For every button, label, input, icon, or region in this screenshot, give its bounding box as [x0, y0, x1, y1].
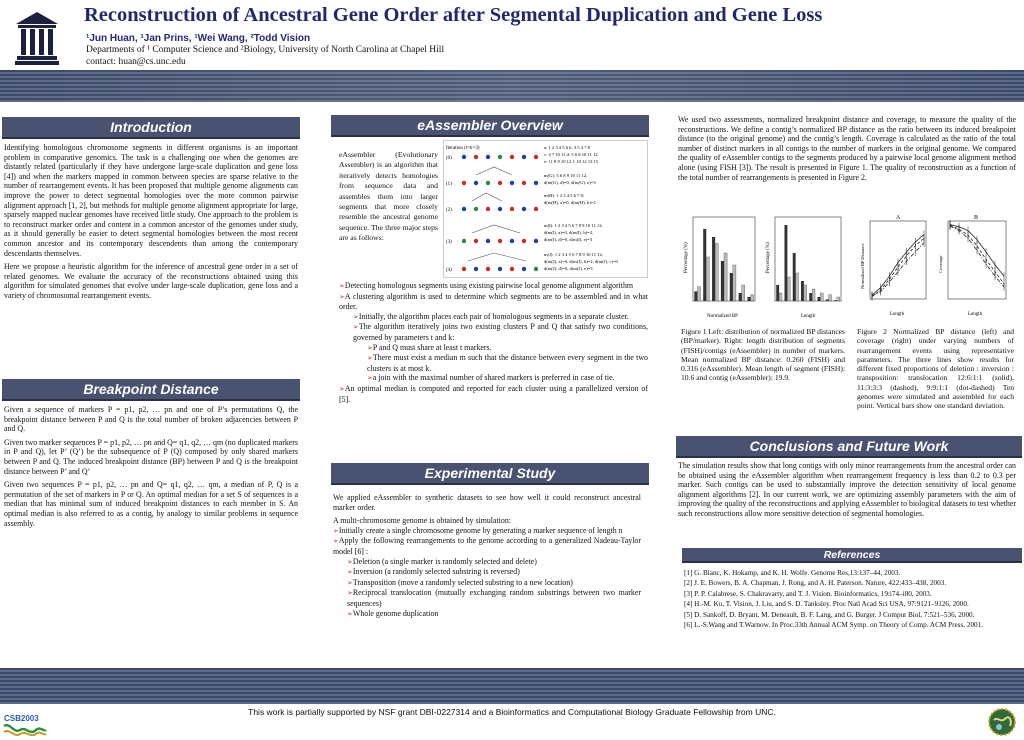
bullet-arrow-icon: ➢ [367, 343, 373, 352]
reference-item: [2] J. E. Bowers, B. A. Chapman, J. Rong, and A. H. Paterson. Nature, 422:433–438, 2003. [684, 579, 947, 588]
bullet-text: Reciprocal translocation (mutually exchanging random substrings between two marker sequences) [347, 588, 641, 608]
reference-item: [3] P. P. Calabrese, S. Chakravarty, and T. J. Vision. Bioinformatics, 19:i74–i80, 2003. [684, 589, 932, 598]
bullet-arrow-icon: ➢ [367, 374, 373, 383]
bullet-arrow-icon: ➢ [367, 354, 373, 363]
bullet-text: A clustering algorithm is used to determine which segments are to be assembled and in what order. [339, 291, 648, 312]
marker-dot [498, 267, 502, 271]
histogram-bar-fish [730, 273, 733, 301]
iteration-step-label: (4) [446, 268, 452, 273]
bullet-arrow-icon: ➢ [333, 537, 339, 546]
iteration-figure [443, 140, 648, 278]
header-band-shine [0, 70, 1024, 102]
histogram-bar-eassembler [837, 297, 840, 301]
figure-1-xlabel-right: Length [801, 314, 816, 319]
bullet-arrow-icon: ➢ [353, 312, 359, 321]
marker-dot [486, 155, 490, 159]
reference-item: [6] L.-S.Wang and T.Warnow. In Proc.33th Annual ACM Symp. on Theory of Comp. ACM Press, 2001. [684, 621, 984, 630]
bullet-arrow-icon: ➢ [347, 568, 353, 577]
contact-email: contact: huan@cs.unc.edu [86, 57, 186, 67]
experimental-text [333, 493, 641, 619]
iteration-figure-title: Iteration (t=k=3) [446, 146, 480, 151]
histogram-bar-eassembler [829, 295, 832, 301]
marker-dot [486, 181, 490, 185]
plot-frame [948, 221, 1006, 299]
marker-dot [498, 207, 502, 211]
reference-item: [1] G. Blanc, K. Hokamp, and K. H. Wolfe. Genome Res,13:137–44, 2003. [684, 569, 901, 577]
bullet-arrow-icon: ➢ [339, 282, 345, 290]
iteration-step-label: (3) [446, 240, 452, 245]
marker-dot [486, 207, 490, 211]
breakpoint-paragraph: Given two marker sequences P = p1, p2, … pn and Q= q1, q2, … qm (no duplicated markers in P and Q), let P’ (Q’) be the subsequence of P (Q) composed by only shared markers between P and Q. The induced breakpoint distance (BP) between P and Q is the breakpoint distance between P’ and Q’ [4, 437, 298, 476]
bullet-item [339, 384, 648, 404]
bullet-item [333, 557, 641, 568]
bullet-arrow-icon: ➢ [347, 578, 353, 587]
histogram-bar-eassembler [715, 243, 718, 301]
bullet-arrow-icon: ➢ [347, 589, 353, 598]
figure-1-ylabel-right: Percentage (%) [766, 242, 771, 273]
iteration-figure-line: d(m(I), a)=0, d(m(I), b)=2, [544, 230, 594, 235]
marker-dot [474, 207, 478, 211]
histogram-bar-fish [817, 297, 820, 301]
section-heading-conclusions: Conclusions and Future Work [676, 436, 1022, 458]
histogram-bar-eassembler [820, 293, 823, 301]
marker-dot [486, 267, 490, 271]
marker-dot [510, 207, 514, 211]
histogram-bar-eassembler [706, 257, 709, 301]
experimental-paragraph: A multi-chromosome genome is obtained by simulation: [333, 516, 511, 526]
histogram-bar-fish [703, 229, 706, 301]
marker-dot [522, 239, 526, 243]
histogram-bar-fish [809, 293, 812, 301]
reference-item: [5] D. Sankoff, D. Bryant, M. Deneault, B. F. Lang, and G. Burger. J Comput Biol, 7:521–536, 2000. [684, 610, 975, 619]
iteration-figure-line: d(m(G), d)=0, d(m(G), e)=3 [544, 180, 596, 185]
globe-logo-icon [986, 706, 1018, 738]
histogram-bar-fish [739, 293, 742, 301]
figure-1 [679, 213, 845, 322]
bullet-text: The algorithm iteratively joins two existing clusters P and Q that satisfy two conditions, governed by parameters t and k: [353, 322, 648, 342]
bullet-text: Whole genome duplication [352, 608, 439, 618]
iteration-figure-line: c: 4 7 10 11 d: 5 6 8 10 11 12 [544, 152, 598, 157]
bullet-arrow-icon: ➢ [347, 609, 353, 618]
marker-dot [462, 207, 466, 211]
marker-dot [498, 181, 502, 185]
breakpoint-text [4, 405, 298, 532]
histogram-bar-fish [801, 281, 804, 301]
merge-connector [468, 253, 526, 261]
introduction-paragraph: Here we propose a heuristic algorithm for the inference of ancestral gene order in a set of related genomes. We evaluate the accuracy of the reconstructions obtained using this algorithm for simulated genomes that evolve under large-scale duplication, gene loss and a variety of chromosomal rearrangement events. [4, 262, 298, 300]
bullet-text: Detecting homologous segments using existing pairwise local genome alignment algorithm [344, 281, 634, 290]
figure-2-xlabel-left: Length [890, 312, 905, 317]
csb-conference-logo-icon [2, 712, 48, 738]
merge-connector [472, 193, 502, 201]
iteration-figure-line: d(m(H), a)=0, d(m(H), b)=2 [544, 200, 596, 205]
marker-dot [534, 207, 538, 211]
figure-1-caption: Figure 1 Left: distribution of normalized BP distances (BP/marker). Right: length distribution of segments (FISH)/contigs (eAssembler) in number of markers. Mean normalized BP distance: 0.260 (FISH) and 0.316 (eAssembler). Mean length of segment (FISH): 10.6 and contig (eAssembler): 19.9. [681, 327, 846, 383]
bullet-text: There must exist a median m such that the distance between every segment in the two clusters is at most k. [367, 353, 648, 373]
reference-list [684, 568, 1020, 630]
bullet-text: Initially create a single chromosome genome by generating a marker sequence of length n [338, 525, 623, 535]
iteration-diagram [444, 141, 649, 279]
bullet-text: Apply the following rearrangements to the genome according to a generalized Nadeau-Taylor model [6] : [333, 536, 641, 556]
iteration-figure-line: d(m(I), d)=0, d(m(I), e)=3 [544, 237, 593, 242]
figure-2 [856, 213, 1011, 322]
marker-dot [474, 239, 478, 243]
marker-dot [510, 155, 514, 159]
breakpoint-paragraph: Given a sequence of markers P = p1, p2, … pn and one of P’s permutations Q, the breakpoint distance between P and Q is the total number of broken adjacencies between P and Q. [4, 405, 298, 434]
marker-dot [474, 155, 478, 159]
university-logo-icon [14, 10, 60, 66]
bullet-arrow-icon: ➢ [339, 384, 345, 393]
breakpoint-paragraph: Given two sequences P = p1, p2, … pn and Q= q1, q2, … qm, a median of P, Q is a permutation of the set of markers in P or Q. An optimal median for a set S of sequences is a median that has minimal sum of induced breakpoint distances to each member in S. An optimal median is also referred to as a contig, by analogy to similar problems in sequence assembly. [4, 480, 298, 528]
bullet-item [339, 312, 648, 323]
conclusions-text: The simulation results show that long contigs with only minor rearrangements from the ancestral order can be obtained using the eAssembler algorithm when rearrangement frequency is less than 0.2 to 0.3 per marker. Such contigs can be used to substantially improve the detection sensitivity of local genome alignment algorithms [2]. In our current work, we are optimizing assembly parameters with the aim of improving the quality of the reconstructions and applying eAssembler to biological datasets to test whether such reconstructions allow more sensitive detection of segmental homologies. [678, 461, 1016, 518]
figure-2-ylabel-right: Coverage [938, 255, 943, 273]
histogram-bar-fish [834, 300, 837, 301]
figure-2-panel-a-label: A [896, 215, 901, 221]
marker-dot [462, 267, 466, 271]
histogram-bar-fish [747, 297, 750, 301]
figure-2-xlabel-right: Length [968, 312, 983, 317]
bullet-arrow-icon: ➢ [347, 557, 353, 566]
histogram-bar-eassembler [804, 285, 807, 301]
marker-dot [534, 267, 538, 271]
marker-dot [462, 155, 466, 159]
marker-dot [522, 155, 526, 159]
reference-item: [4] H.-M. Ku, T. Vision, J. Liu, and S. D. Tanksley. Proc Natl Acad Sci USA, 97:9121–9126, 2000. [684, 600, 969, 609]
marker-dot [510, 239, 514, 243]
csb-badge-text: CSB2003 [4, 714, 39, 723]
marker-dot [474, 267, 478, 271]
introduction-paragraph: Identifying homologous chromosome segments in different organisms is an important problem in comparative genomics. The task is a challenging one when the genomes are distantly related (particularly if they have undergone large-scale duplication and gene loss [4]) and when the markers mapped in common between species are sparse relative to the number of rearrangement events. It has been proposed that multiple genome alignments can improve the power to detect segmental homologies over the more common pairwise alignment approach [1, 2], but methods for multiple genome alignment appropriate for large, sparsely mapped nuclear genomes have received little study. One approach to the problem is to reconstruct marker order and content in a common ancestor of the genomes under study, as it should generally be easier to detect segmental homologies between the most recent common ancestor and its contemporary descendents than among the contemporary descendants themselves. [4, 143, 298, 258]
marker-dot [534, 239, 538, 243]
bullet-text: Deletion (a single marker is randomly selected and delete) [352, 556, 537, 566]
bullet-item [339, 322, 648, 342]
marker-dot [510, 181, 514, 185]
histogram-bar-eassembler [751, 295, 754, 301]
bullet-text: An optimal median is computed and reported for each cluster using a parallelized version of [5]. [339, 383, 648, 404]
histogram-bar-fish [694, 291, 697, 301]
bullet-arrow-icon: ➢ [333, 526, 339, 535]
histogram-bar-eassembler [812, 289, 815, 301]
histogram-bar-fish [793, 253, 796, 301]
iteration-figure-line: m(J): 1 2 3 4 5 6 7 8 9 10 11 12; [544, 252, 604, 257]
histogram-bar-eassembler [724, 253, 727, 301]
introduction-text [4, 143, 298, 305]
bullet-text: Inversion (a randomly selected substring is reversed) [352, 567, 520, 577]
histogram-bar-fish [712, 237, 715, 301]
poster-title: Reconstruction of Ancestral Gene Order after Segmental Duplication and Gene Loss [84, 4, 823, 26]
merge-connector [472, 225, 520, 233]
bullet-item [333, 578, 641, 589]
marker-dot [534, 181, 538, 185]
marker-dot [498, 239, 502, 243]
merge-connector [476, 167, 512, 175]
bullet-item [339, 292, 648, 312]
iteration-figure-line: e: 11 8 9 10 12 f: 10 12 13 15 [544, 159, 599, 164]
bullet-item [333, 588, 641, 608]
section-heading-breakpoint: Breakpoint Distance [2, 379, 300, 401]
figure-2-ylabel-left: Normalized BP Distance [860, 243, 865, 289]
marker-dot [522, 267, 526, 271]
section-heading-references: References [682, 548, 1022, 563]
author-list: ¹Jun Huan, ¹Jan Prins, ¹Wei Wang, ²Todd Vision [86, 33, 311, 44]
iteration-step-label: (2) [446, 208, 452, 213]
bullet-text: Initially, the algorithm places each pair of homologous segments in a separate cluster. [358, 311, 629, 321]
marker-dot [498, 155, 502, 159]
bullet-text: a join with the maximal number of shared markers is preferred in case of tie. [372, 373, 615, 383]
iteration-figure-line: a: 1 2 3 4 5 6 b: 3 5 4 7 8 [544, 145, 590, 150]
iteration-figure-line: d(m(J), a)=0, d(m(J), b)=2, d(m(J), c)=0 [544, 259, 618, 264]
bullet-item [333, 536, 641, 556]
marker-dot [486, 239, 490, 243]
marker-dot [474, 181, 478, 185]
iteration-step-label: (0) [446, 156, 452, 161]
overview-intro: eAssembler (Evolutionary Assembler) is an algorithm that iteratively detects homologies from sequence data and assembles them into larger segments that more closely resemble the ancestral genome sequence. The three major steps are as follows: [339, 150, 438, 243]
section-heading-experimental: Experimental Study [331, 463, 649, 485]
marker-dot [522, 181, 526, 185]
bullet-item [333, 526, 641, 537]
marker-dot [510, 267, 514, 271]
histogram-bar-eassembler [742, 285, 745, 301]
histogram-bar-eassembler [697, 287, 700, 301]
histogram-bar-fish [721, 261, 724, 301]
bullet-item [333, 609, 641, 620]
histogram-bar-eassembler [787, 277, 790, 301]
histogram-bar-fish [826, 299, 829, 301]
bullet-text: P and Q must share at least t markers. [372, 342, 492, 352]
affiliations: Departments of ¹ Computer Science and ²Biology, University of North Carolina at Chapel Hill [86, 45, 445, 55]
figure-2-panel-b-label: B [974, 215, 979, 221]
figure-1-histograms [679, 213, 845, 322]
iteration-figure-line: d(m(J), d)=0, d(m(J), e)=3 [544, 266, 593, 271]
section-heading-overview: eAssembler Overview [331, 115, 649, 137]
histogram-bar-eassembler [733, 265, 736, 301]
histogram-bar-fish [784, 225, 787, 301]
iteration-figure-line: m(H): 1 2 3 4 5 6 7 8; [544, 193, 585, 198]
bullet-arrow-icon: ➢ [353, 323, 359, 332]
marker-dot [462, 181, 466, 185]
overview-steps [339, 281, 648, 404]
marker-dot [462, 239, 466, 243]
marker-dot [522, 207, 526, 211]
histogram-bar-eassembler [779, 293, 782, 301]
funding-acknowledgment: This work is partially supported by NSF grant DBI-0227314 and a Bioinformatics and Computational Biology Graduate Fellowship from UNC. [248, 707, 776, 717]
bullet-item [339, 281, 648, 292]
histogram-bar-eassembler [796, 273, 799, 301]
bullet-item [339, 343, 648, 354]
section-heading-introduction: Introduction [2, 117, 300, 139]
iteration-figure-line: m(I): 1 2 3 4 5 6 7 8 9 10 11 12; [544, 223, 603, 228]
results-text: We used two assessments, normalized breakpoint distance and coverage, to measure the quality of the reconstructions. We define a contig’s normalized BP distance as the ratio between its induced breakpoint distance (to the original genome) and the contig’s length. Coverage is calculated as the ratio of the total number of distinct markers in all contigs to the number of markers in the original genome. We compared the quality of eAssembler contigs to the segments produced by a pairwise local genome alignment method alone (using FISH [3]). The result is presented in Figure 1. The quality of reconstruction as a function of the total number of rearrangements is presented in Figure 2. [678, 115, 1016, 182]
figure-1-xlabel-left: Normalized BP [707, 314, 738, 319]
iteration-figure-line: m(G): 5 6 8 9 10 11 12, [544, 173, 588, 178]
iteration-step-label: (1) [446, 182, 452, 187]
marker-dot [534, 155, 538, 159]
bullet-item [333, 567, 641, 578]
footer-band [0, 668, 1024, 704]
bullet-item [339, 373, 648, 384]
bullet-item [339, 353, 648, 373]
experimental-paragraph: We applied eAssembler to synthetic datasets to see how well it could reconstruct ancestral marker order. [333, 493, 641, 512]
histogram-bar-fish [776, 285, 779, 301]
figure-2-line-plots [856, 213, 1011, 322]
bullet-arrow-icon: ➢ [339, 292, 345, 301]
figure-1-ylabel-left: Percentage (%) [684, 242, 689, 273]
figure-2-caption: Figure 2 Normalized BP distance (left) and coverage (right) under varying numbers of rearrangement events using representative parameters. The three lines show results for different fixed proportions of deletion : inversion : transposition: translocation 12:6:1:1 (solid), 11:3:3:3 (dashed), 9:9:1:1 (dot-dashed) Ten genomes were simulated and assembled for each point. Vertical bars show one standard deviation. [857, 327, 1014, 411]
bullet-text: Transposition (move a randomly selected substring to a new location) [352, 577, 573, 587]
